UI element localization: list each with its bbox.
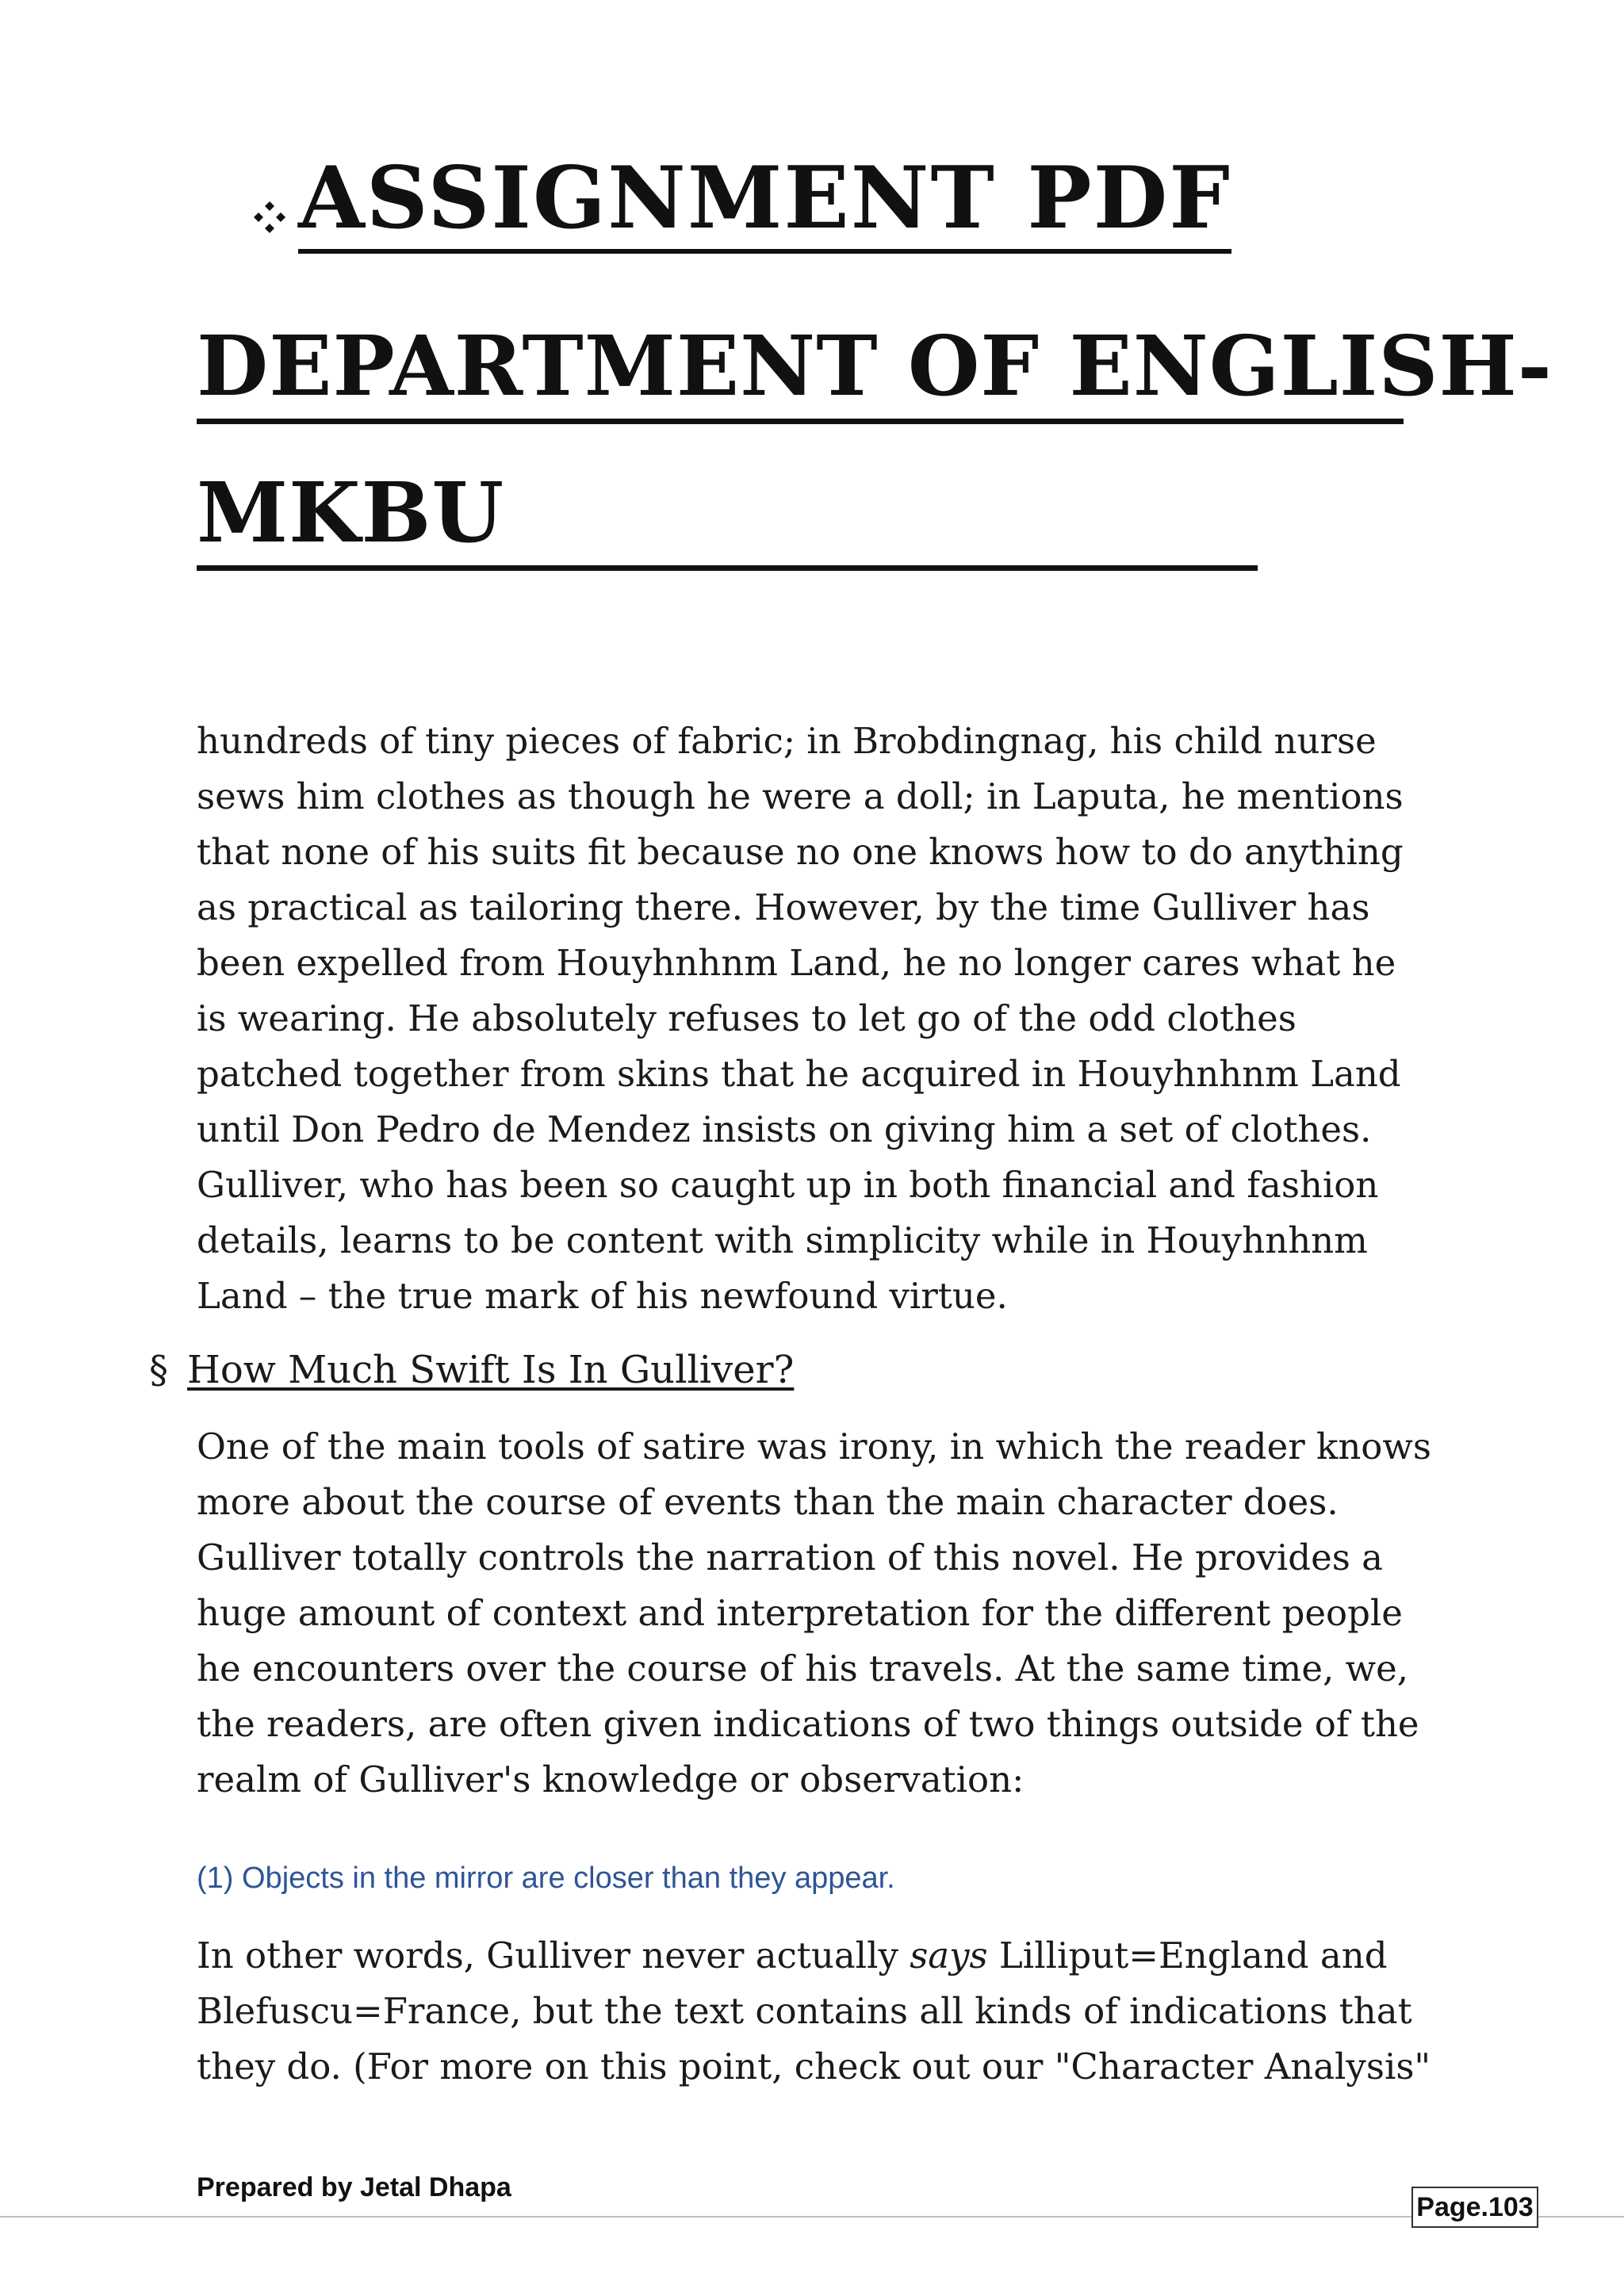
paragraph-3-start: In other words, Gulliver never actually bbox=[197, 1934, 910, 1976]
page-number: Page.103 bbox=[1411, 2187, 1538, 2228]
paragraph-3-emphasis: says bbox=[910, 1934, 988, 1976]
footer-prepared-by: Prepared by Jetal Dhapa bbox=[197, 2172, 511, 2202]
assignment-title: ASSIGNMENT PDF bbox=[298, 155, 1231, 254]
section-mark: § bbox=[149, 1348, 168, 1392]
four-diamond-icon bbox=[252, 200, 287, 235]
paragraph-2: One of the main tools of satire was irony, in which the reader knows more about the course of events than the main character does. Gulliver totally controls the narration of this novel. He provides a huge amount of context and interpretation for the different people he encounters over the course of his travels. At the same time, we, the readers, are often given indications of two things outside of the realm of Gulliver's knowledge or observation: bbox=[197, 1425, 1432, 1800]
paragraph-1: hundreds of tiny pieces of fabric; in Brobdingnag, his child nurse sews him clothes as though he were a doll; in Laputa, he mentions that none of his suits fit because no one knows how to do anything as practical as tailoring there. However, by the time Gulliver has been expelled from Houyhnhnm Land, he no longer cares what he is wearing. He absolutely refuses to let go of the odd clothes patched together from skins that he acquired in Houyhnhnm Land until Don Pedro de Mendez insists on giving him a set of clothes. Gulliver, who has been so caught up in both financial and fashion details, learns to be content with simplicity while in Houyhnhnm Land – the true mark of his newfound virtue. bbox=[197, 720, 1404, 1317]
paragraph-3-end: Lilliput=England and Blefuscu=France, but the text contains all kinds of indications that they do. (For more on this point, check out our "Character Analysis" bbox=[197, 1934, 1431, 2087]
paragraph-3 bbox=[197, 1928, 1434, 2095]
section-heading bbox=[149, 1348, 794, 1392]
department-heading-line2: MKBU bbox=[197, 472, 1258, 571]
section-title: How Much Swift Is In Gulliver? bbox=[187, 1348, 795, 1392]
department-heading bbox=[197, 317, 1553, 571]
footer-divider bbox=[0, 2216, 1624, 2218]
subheading: (1) Objects in the mirror are closer than they appear. bbox=[197, 1862, 895, 1895]
department-heading-line1: DEPARTMENT OF ENGLISH- bbox=[197, 325, 1404, 424]
assignment-header bbox=[252, 148, 1231, 254]
